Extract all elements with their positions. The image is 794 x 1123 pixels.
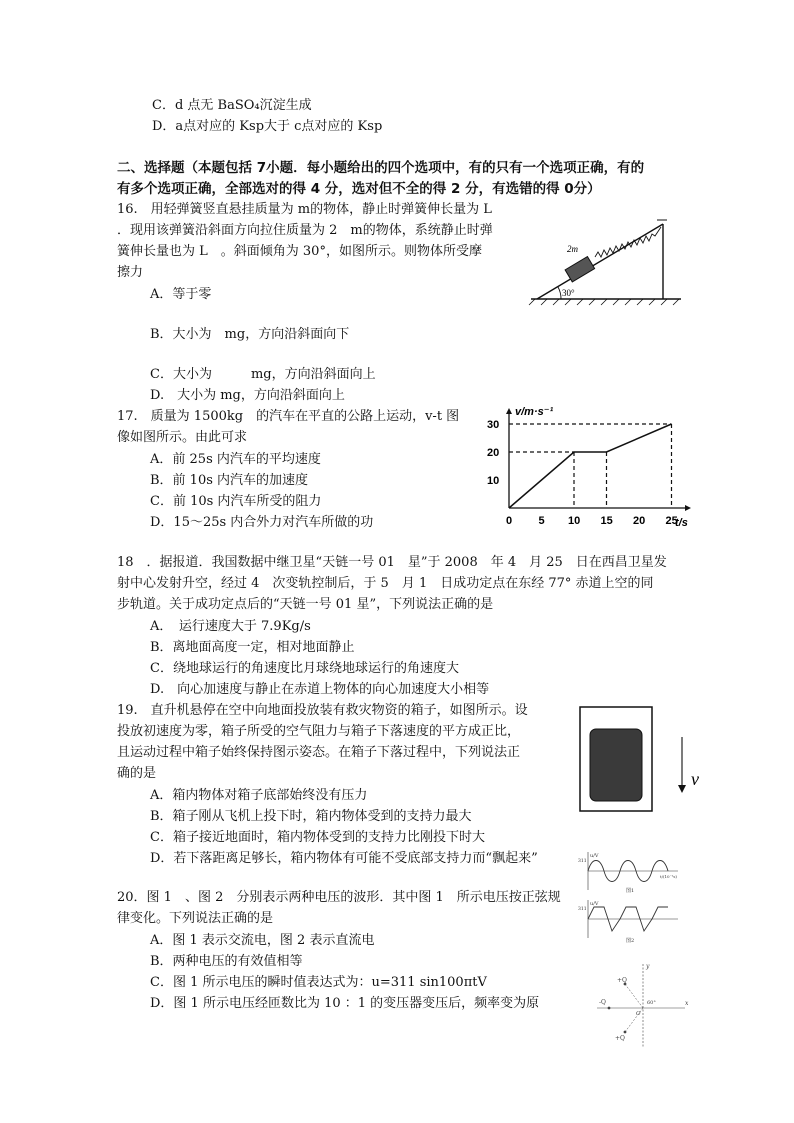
q20-option-d: D．图 1 所示电压经匝数比为 10 ：1 的变压器变压后，频率变为原	[150, 996, 540, 1011]
q19-option-b: B．箱子刚从飞机上投下时，箱内物体受到的支持力最大	[150, 809, 472, 824]
vt-y-tick-20: 20	[487, 447, 500, 459]
vt-x-arrow	[685, 505, 691, 511]
q16-line1: 16. 用轻弹簧竖直悬挂质量为 m的物体，静止时弹簧伸长量为 L	[117, 202, 492, 217]
box-contents	[590, 729, 642, 801]
fig2-peak-label: 311	[578, 907, 587, 912]
q19-line2: 投放初速度为零，箱子所受的空气阻力与箱子下落速度的平方成正比，	[117, 724, 521, 739]
q18-line1: 18 ．据报道．我国数据中继卫星“天链一号 01 星”于 2008 年 4 月 25 日在西昌卫星发	[117, 555, 667, 570]
q18-option-b: B．离地面高度一定，相对地面静止	[150, 640, 355, 655]
charges-y-label: y	[646, 963, 650, 970]
vt-y-tick-30: 30	[487, 419, 500, 431]
q17-line2: 像如图所示。由此可求	[117, 430, 248, 445]
block-2m	[565, 257, 595, 282]
q16-line2: ．现用该弹簧沿斜面方向拉住质量为 2 m的物体，系统静止时弹	[117, 223, 493, 238]
q18-option-d: D. 向心加速度与静止在赤道上物体的向心加速度大小相等	[150, 682, 490, 697]
q16-line4: 擦力	[117, 265, 144, 280]
q19-line3: 且运动过程中箱子始终保持图示姿态。在箱子下落过程中，下列说法正	[117, 745, 521, 760]
q17-option-b: B．前 10s 内汽车的加速度	[150, 473, 309, 488]
charge-link-top	[625, 984, 643, 1008]
section-heading-line2: 有多个选项正确，全部选对的得 4 分，选对但不全的得 2 分，有选错的得 0分）	[117, 181, 601, 197]
q17-option-a: A．前 25s 内汽车的平均速度	[150, 452, 321, 467]
box-figure	[578, 705, 713, 815]
vt-x-tick-20: 20	[633, 515, 646, 527]
q20-line2: 律变化。下列说法正确的是	[117, 911, 274, 926]
q18-line3: 步轨道。关于成功定点后的“天链一号 01 星”，下列说法正确的是	[117, 597, 494, 612]
q20-option-c: C．图 1 所示电压的瞬时值表达式为：u=311 sin100πtV	[150, 975, 487, 990]
fig1-peak-label: 311	[578, 859, 587, 864]
angle-arc	[558, 287, 561, 299]
charge-top-label: +Q	[617, 977, 627, 984]
section-heading-line1: 二、选择题（本题包括 7小题．每小题给出的四个选项中，有的只有一个选项正确，有的	[117, 160, 645, 176]
q17-line1: 17. 质量为 1500kg 的汽车在平直的公路上运动，v-t 图	[117, 409, 460, 424]
charges-x-label: x	[685, 1000, 689, 1007]
vt-x-tick-10: 10	[568, 515, 581, 527]
q16-option-c: C．大小为 mg，方向沿斜面向上	[150, 367, 376, 382]
vt-x-tick-5: 5	[538, 515, 545, 527]
q16-option-b: B．大小为 mg，方向沿斜面向下	[150, 327, 350, 342]
vt-x-tick-15: 15	[600, 515, 613, 527]
q18-line2: 射中心发射升空，经过 4 次变轨控制后，于 5 月 1 日成功定点在东经 77° 赤道上空的同	[117, 576, 654, 591]
vt-y-axis-label: v/m·s⁻¹	[515, 406, 554, 418]
incline-slope	[537, 224, 663, 299]
charge-bottom-label: +Q	[615, 1035, 625, 1042]
charge-left-label: -Q	[599, 999, 606, 1006]
vt-series-line	[509, 424, 672, 508]
q16-line3: 簧伸长量也为 L 。斜面倾角为 30°，如图所示。则物体所受摩	[117, 244, 482, 259]
charge-left	[608, 1007, 611, 1010]
fig2-caption: 图2	[626, 938, 635, 944]
q16-option-d: D. 大小为 mg，方向沿斜面向上	[150, 388, 345, 403]
vt-x-tick-25: 25	[665, 515, 678, 527]
q18-option-a: A． 运行速度大于 7.9Kg/s	[150, 619, 311, 634]
vt-chart	[485, 400, 700, 530]
q18-option-c: C．绕地球运行的角速度比月球绕地球运行的角速度大	[150, 661, 459, 676]
q17-option-c: C．前 10s 内汽车所受的阻力	[150, 494, 322, 509]
vt-x-tick-0: 0	[506, 515, 513, 527]
charges-origin-label: O	[636, 1011, 641, 1017]
angle-label: 30°	[562, 288, 575, 298]
incline-figure	[525, 210, 685, 310]
fig1-axis-label: u/V	[590, 853, 599, 859]
option-c-text: C．d 点无 BaSO₄沉淀生成	[152, 98, 312, 113]
q19-line1: 19. 直升机悬停在空中向地面投放装有救灾物资的箱子，如图所示。设	[117, 703, 528, 718]
q17-option-d: D．15～25s 内合外力对汽车所做的功	[150, 515, 374, 530]
fig1-caption: 图1	[626, 888, 635, 894]
waves-figure	[578, 850, 683, 945]
block-mass-label: 2m	[567, 244, 578, 254]
vt-y-arrow	[506, 408, 512, 414]
velocity-label: v	[691, 769, 699, 789]
q20-option-a: A．图 1 表示交流电，图 2 表示直流电	[150, 933, 375, 948]
q19-option-d: D．若下落距离足够长，箱内物体有可能不受底部支持力而“飘起来”	[150, 851, 538, 866]
vt-x-axis-label: t/s	[675, 517, 688, 529]
charges-figure	[585, 960, 695, 1050]
q19-option-c: C．箱子接近地面时，箱内物体受到的支持力比刚投下时大	[150, 830, 485, 845]
q20-option-b: B．两种电压的有效值相等	[150, 954, 303, 969]
fig2-axis-label: u/V	[590, 901, 599, 907]
q20-line1: 20．图 1 、图 2 分别表示两种电压的波形．其中图 1 所示电压按正弦规	[117, 890, 561, 905]
q19-option-a: A．箱内物体对箱子底部始终没有压力	[150, 788, 368, 803]
option-d-text: D．a点对应的 Ksp大于 c点对应的 Ksp	[152, 119, 383, 134]
charges-angle-label: 60°	[647, 1000, 656, 1006]
q19-line4: 确的是	[117, 766, 157, 781]
vt-y-tick-10: 10	[487, 475, 500, 487]
fig1-time-label: t/(10⁻²s)	[660, 874, 677, 879]
q16-option-a: A．等于零	[150, 287, 212, 302]
velocity-arrow-head	[678, 785, 686, 793]
